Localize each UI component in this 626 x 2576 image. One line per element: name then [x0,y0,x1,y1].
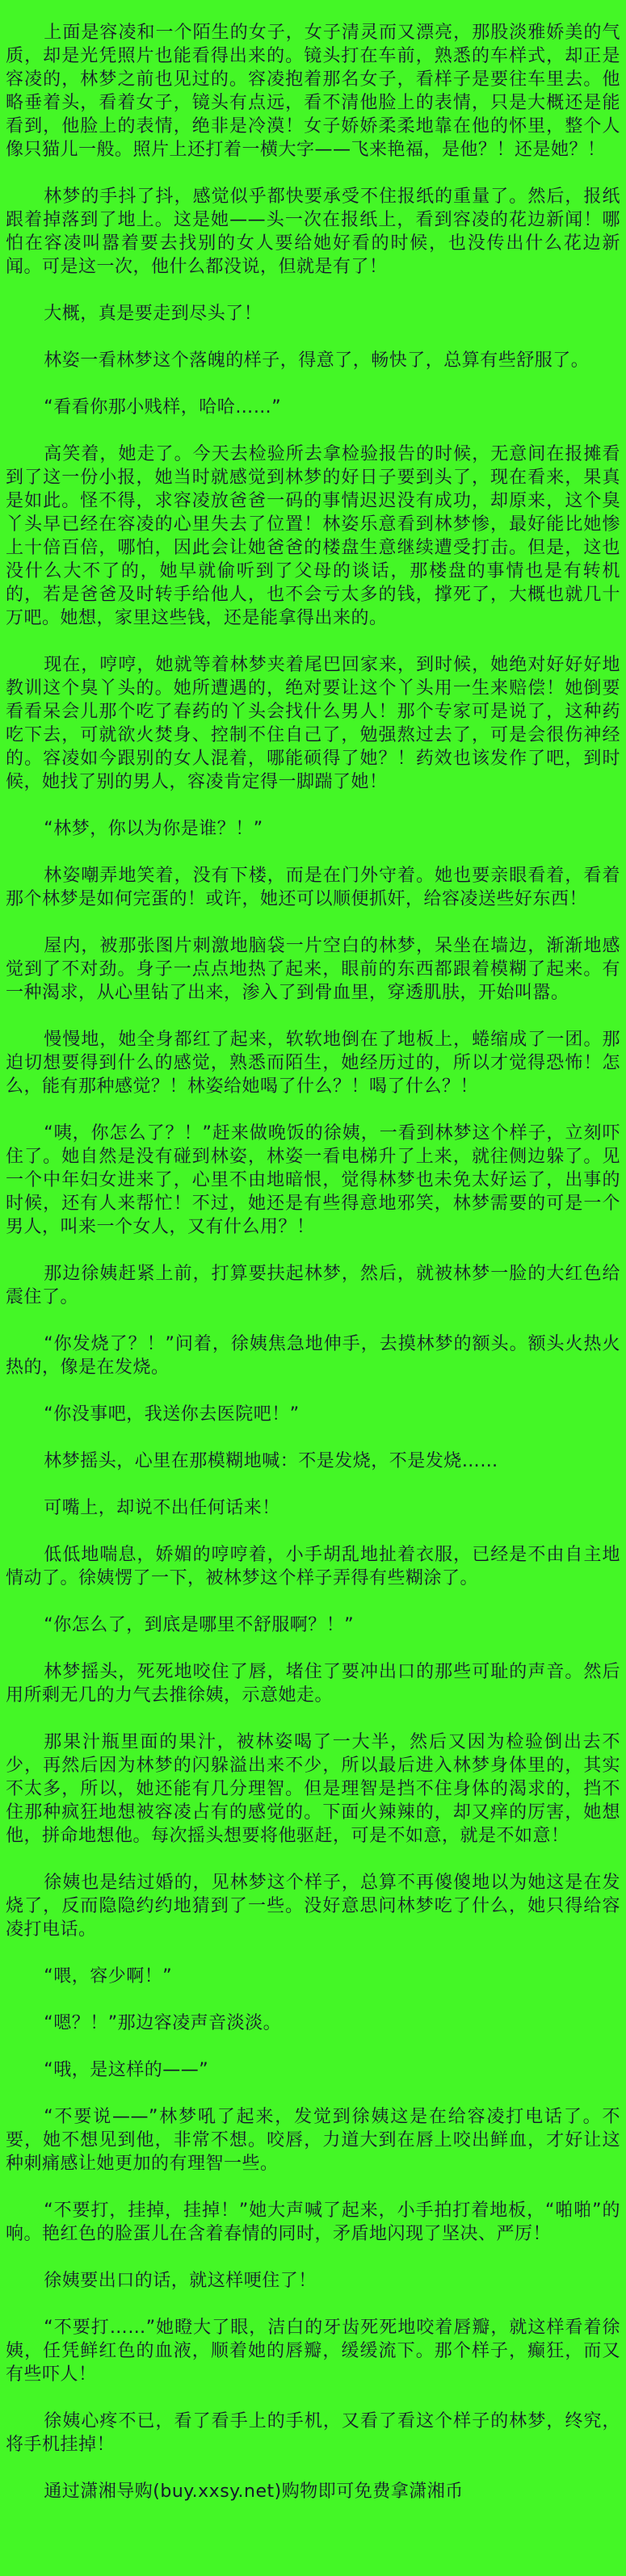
paragraph: “喂，容少啊！” [44,1966,173,1987]
paragraph: “不要说——”林梦吼了起来，发觉到徐姨这是在给容凌打电话了。不要，她不想见到他，非常不想。咬唇，力道大到在唇上咬出鲜血，才好让这种刺痛感让她更加的有理智一些。 [6,2107,620,2174]
paragraph: 林姿一看林梦这个落魄的样子，得意了，畅快了，总算有些舒服了。 [44,350,590,371]
paragraph: 林梦的手抖了抖，感觉似乎都快要承受不住报纸的重量了。然后，报纸跟着掉落到了地上。这是她——头一次在报纸上，看到容凌的花边新闻！哪怕在容凌叫嚣着要去找别的女人要给她好看的时候，也没传出什么花边新闻。可是这一次，他什么都没说，但就是有了！ [6,187,620,277]
paragraph: “咦，你怎么了？！”赶来做晚饭的徐姨，一看到林梦这个样子，立刻吓住了。她自然是没有碰到林姿，林姿一看电梯升了上来，就往侧边躲了。见一个中年妇女进来了，心里不由地暗恨，觉得林梦也未免太好运了，出事的时候，还有人来帮忙！不过，她还是有些得意地邪笑，林梦需要的可是一个男人，叫来一个女人，又有什么用？！ [6,1123,620,1237]
paragraph: 那边徐姨赶紧上前，打算要扶起林梦，然后，就被林梦一脸的大红色给震住了。 [6,1264,620,1307]
paragraph: 徐姨心疼不已，看了看手上的手机，又看了看这个样子的林梦，终究，将手机挂掉！ [6,2411,620,2455]
paragraph: 现在，哼哼，她就等着林梦夹着尾巴回家来，到时候，她绝对好好好地教训这个臭丫头的。她所遭遇的，绝对要让这个丫头用一生来赔偿！她倒要看看呆会儿那个吃了春药的丫头会找什么男人！那个专家可是说了，这种药吃下去，可就欲火焚身、控制不住自己了，勉强熬过去了，可是会很伤神经的。容凌如今跟别的女人混着，哪能硕得了她？！药效也该发作了吧，到时候，她找了别的男人，容凌肯定得一脚踹了她！ [6,655,620,792]
novel-text [6,21,620,2456]
paragraph: 徐姨也是结过婚的，见林梦这个样子，总算不再傻傻地以为她这是在发烧了，反而隐隐约约地猜到了一些。没好意思问林梦吃了什么，她只得给容凌打电话。 [6,1873,620,1940]
paragraph: “看看你那小贱样，哈哈……” [44,397,282,417]
paragraph: “哦，是这样的——” [44,2060,209,2080]
paragraph: 大概，真是要走到尽头了！ [44,304,263,324]
paragraph: 那果汁瓶里面的果汁，被林姿喝了一大半，然后又因为检验倒出去不少，再然后因为林梦的闪躲溢出来不少，所以最后进入林梦身体里的，其实不太多，所以，她还能有几分理智。但是理智是挡不住身体的渴求的，挡不住那种疯狂地想被容凌占有的感觉的。下面火辣辣的，却又痒的厉害，她想他，拼命地想他。每次摇头想要将他驱赶，可是不如意，就是不如意！ [6,1732,620,1846]
paragraph: “林梦，你以为你是谁？！” [44,819,263,839]
paragraph: 徐姨要出口的话，就这样哽住了！ [44,2271,317,2291]
paragraph: “嗯？！”那边容凌声音淡淡。 [44,2013,282,2033]
paragraph: 高笑着，她走了。今天去检验所去拿检验报告的时候，无意间在报摊看到了这一份小报，她当时就感觉到林梦的好日子要到头了，现在看来，果真是如此。怪不得，求容凌放爸爸一码的事情迟迟没有成功，却原来，这个臭丫头早已经在容凌的心里失去了位置！林姿乐意看到林梦惨，最好能比她惨上十倍百倍，哪怕，因此会让她爸爸的楼盘生意继续遭受打击。但是，这也没什么大不了的，她早就偷听到了父母的谈话，那楼盘的事情也是有转机的，若是爸爸及时转手给他人，也不会亏太多的钱，撑死了，大概也就几十万吧。她想，家里这些钱，还是能拿得出来的。 [6,444,620,628]
paragraph: “你发烧了？！”问着，徐姨焦急地伸手，去摸林梦的额头。额头火热火热的，像是在发烧。 [6,1334,620,1378]
paragraph: 林梦摇头，心里在那模糊地喊：不是发烧，不是发烧…… [44,1451,498,1471]
paragraph: “不要打，挂掉，挂掉！”她大声喊了起来，小手拍打着地板，“啪啪”的响。艳红色的脸蛋儿在含着春情的同时，矛盾地闪现了坚决、严厉！ [6,2201,620,2244]
paragraph: 慢慢地，她全身都红了起来，软软地倒在了地板上，蜷缩成了一团。那迫切想要得到什么的感觉，熟悉而陌生，她经历过的，所以才觉得恐怖！怎么，能有那种感觉？！林姿给她喝了什么？！喝了什么？！ [6,1030,620,1097]
paragraph: 林梦摇头，死死地咬住了唇，堵住了要冲出口的那些可耻的声音。然后用所剩无几的力气去推徐姨，示意她走。 [6,1662,620,1705]
paragraph: 上面是容凌和一个陌生的女子，女子清灵而又漂亮，那股淡雅娇美的气质，却是光凭照片也能看得出来的。镜头打在车前，熟悉的车样式，却正是容凌的，林梦之前也见过的。容凌抱着那名女子，看样子是要往车里去。他略垂着头，看着女子，镜头有点远，看不清他脸上的表情，只是大概还是能看到，他脸上的表情，绝非是冷漠！女子娇娇柔柔地靠在他的怀里，整个人像只猫儿一般。照片上还打着一横大字——飞来艳福，是他？！还是她？！ [6,23,620,160]
paragraph: “不要打……”她瞪大了眼，洁白的牙齿死死地咬着唇瓣，就这样看着徐姨，任凭鲜红色的血液，顺着她的唇瓣，缓缓流下。那个样子，癫狂，而又有些吓人！ [6,2318,620,2385]
paragraph: 林姿嘲弄地笑着，没有下楼，而是在门外守着。她也要亲眼看着，看着那个林梦是如何完蛋的！或许，她还可以顺便抓奸，给容凌送些好东西！ [6,866,620,909]
paragraph: 屋内，被那张图片刺激地脑袋一片空白的林梦，呆坐在墙边，渐渐地感觉到了不对劲。身子一点点地热了起来，眼前的东西都跟着模糊了起来。有一种渴求，从心里钻了出来，渗入了到骨血里，穿透肌肤，开始叫嚣。 [6,936,620,1003]
promo-line: 通过潇湘导购(buy.xxsy.net)购物即可免费拿潇湘币 [44,2482,464,2502]
paragraph: 可嘴上，却说不出任何话来！ [44,1498,280,1518]
paragraph: 低低地喘息，娇媚的哼哼着，小手胡乱地扯着衣服，已经是不由自主地情动了。徐姨愣了一下，被林梦这个样子弄得有些糊涂了。 [6,1545,620,1588]
paragraph: “你没事吧，我送你去医院吧！” [44,1404,300,1424]
paragraph: “你怎么了，到底是哪里不舒服啊？！” [44,1615,355,1635]
